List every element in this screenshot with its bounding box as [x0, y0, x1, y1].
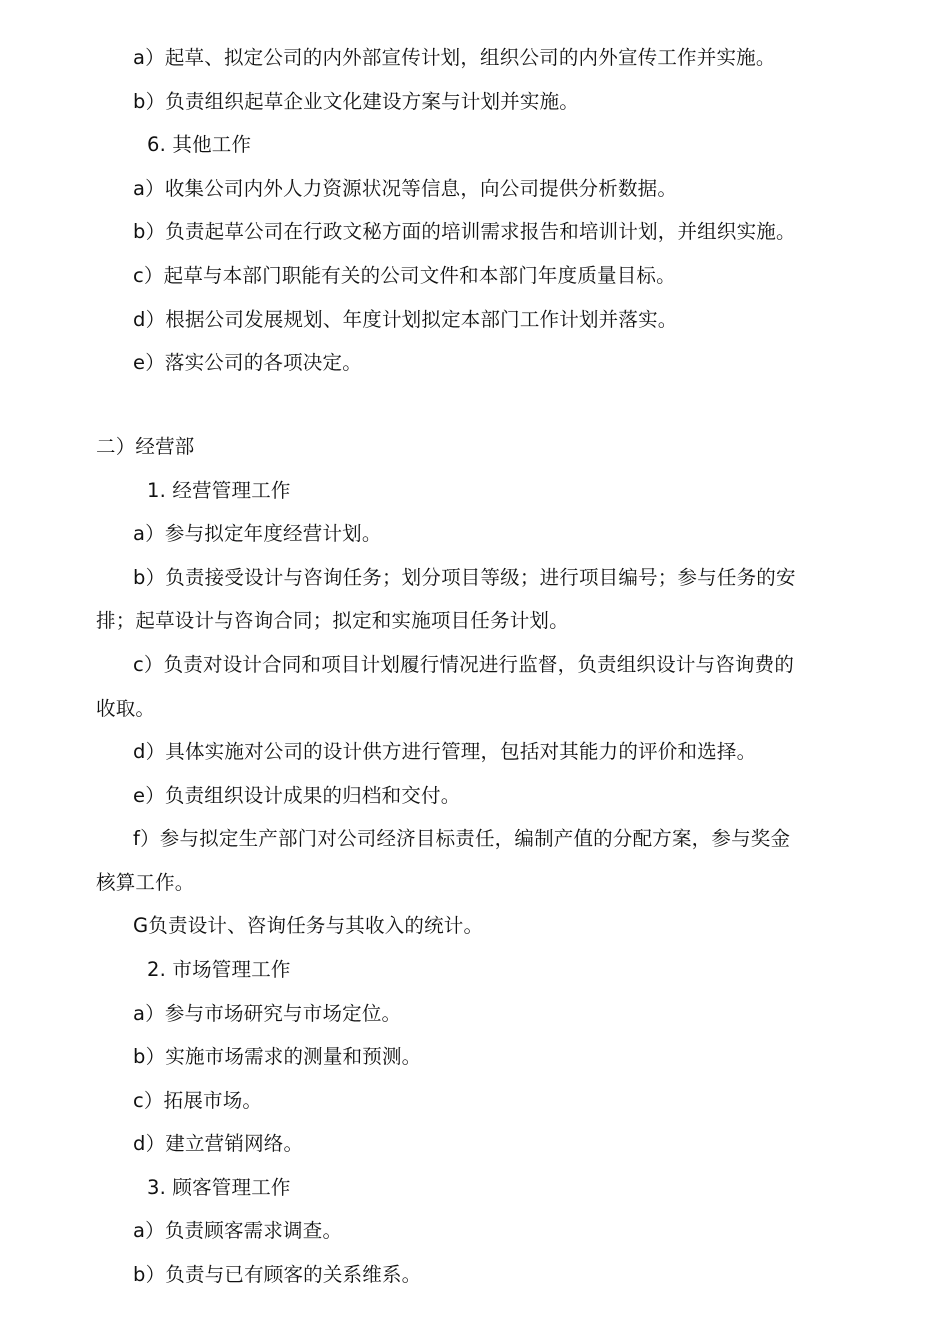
paragraph-line: G负责设计、咨询任务与其收入的统计。 — [133, 914, 484, 937]
paragraph-line: c）负责对设计合同和项目计划履行情况进行监督，负责组织设计与咨询费的 — [133, 653, 795, 676]
paragraph-line: c）拓展市场。 — [133, 1089, 263, 1112]
paragraph-line: b）负责与已有顾客的关系维系。 — [133, 1263, 422, 1286]
paragraph-line: a）参与市场研究与市场定位。 — [133, 1002, 402, 1025]
paragraph-line: a）负责顾客需求调查。 — [133, 1219, 343, 1242]
paragraph-line: e）落实公司的各项决定。 — [133, 351, 362, 374]
paragraph-line: 核算工作。 — [96, 871, 195, 894]
paragraph-line: b）负责起草公司在行政文秘方面的培训需求报告和培训计划，并组织实施。 — [133, 220, 796, 243]
paragraph-line: a）参与拟定年度经营计划。 — [133, 522, 382, 545]
paragraph-line: c）起草与本部门职能有关的公司文件和本部门年度质量目标。 — [133, 264, 676, 287]
section-heading: 1. 经营管理工作 — [147, 479, 291, 502]
paragraph-line: b）负责组织起草企业文化建设方案与计划并实施。 — [133, 90, 579, 113]
paragraph-line: d）具体实施对公司的设计供方进行管理，包括对其能力的评价和选择。 — [133, 740, 757, 763]
paragraph-line: d）建立营销网络。 — [133, 1132, 304, 1155]
section-heading: 6. 其他工作 — [147, 133, 252, 156]
paragraph-line: f）参与拟定生产部门对公司经济目标责任，编制产值的分配方案，参与奖金 — [133, 827, 791, 850]
paragraph-line: 收取。 — [96, 697, 156, 720]
paragraph-line: b）实施市场需求的测量和预测。 — [133, 1045, 422, 1068]
section-heading: 3. 顾客管理工作 — [147, 1176, 291, 1199]
paragraph-line: a）收集公司内外人力资源状况等信息，向公司提供分析数据。 — [133, 177, 678, 200]
paragraph-line: b）负责接受设计与咨询任务；划分项目等级；进行项目编号；参与任务的安 — [133, 566, 796, 589]
section-heading: 2. 市场管理工作 — [147, 958, 291, 981]
department-heading: 二）经营部 — [96, 435, 195, 458]
paragraph-line: a）起草、拟定公司的内外部宣传计划，组织公司的内外宣传工作并实施。 — [133, 46, 776, 69]
paragraph-line: 排；起草设计与咨询合同；拟定和实施项目任务计划。 — [96, 609, 569, 632]
paragraph-line: e）负责组织设计成果的归档和交付。 — [133, 784, 461, 807]
paragraph-line: d）根据公司发展规划、年度计划拟定本部门工作计划并落实。 — [133, 308, 678, 331]
